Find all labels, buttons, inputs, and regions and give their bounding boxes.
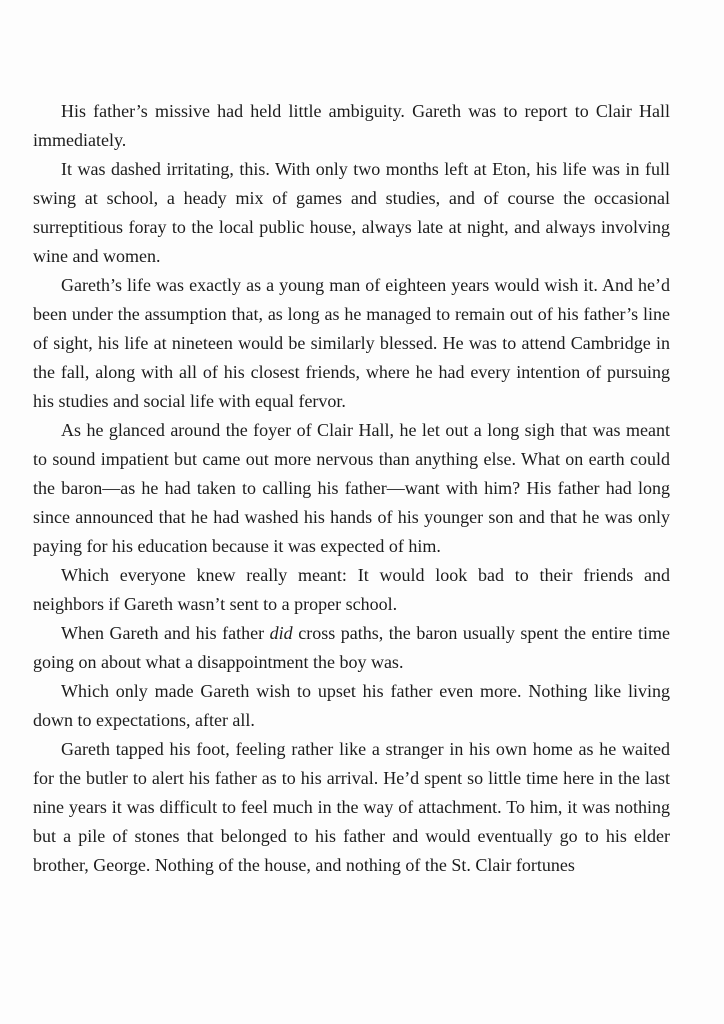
paragraph: [33, 619, 670, 677]
paragraph: [33, 561, 670, 619]
text-segment: As he glanced around the foyer of Clair Hall, he let out a long sigh that was meant to sound impatient but came out more nervous than anything else. What on earth could the baron—as he had taken to calling his father—want with him? His father had long since announced that he had washed his hands of his younger son and that he was only paying for his education because it was expected of him.: [33, 420, 670, 556]
text-segment: Gareth’s life was exactly as a young man of eighteen years would wish it. And he’d been under the assumption that, as long as he managed to remain out of his father’s line of sight, his life at nineteen would be similarly blessed. He was to attend Cambridge in the fall, along with all of his closest friends, where he had every intention of pursuing his studies and social life with equal fervor.: [33, 275, 670, 411]
text-segment: His father’s missive had held little ambiguity. Gareth was to report to Clair Hall immediately.: [33, 101, 670, 150]
paragraph: [33, 155, 670, 271]
paragraph: [33, 97, 670, 155]
text-segment: Which only made Gareth wish to upset his father even more. Nothing like living down to expectations, after all.: [33, 681, 670, 730]
text-segment: cross paths, the baron usually spent the entire time going on about what a disappointment the boy was.: [33, 623, 670, 672]
text-segment: It was dashed irritating, this. With only two months left at Eton, his life was in full swing at school, a heady mix of games and studies, and of course the occasional surreptitious foray to the local public house, always late at night, and always involving wine and women.: [33, 159, 670, 266]
text-segment: When Gareth and his father: [61, 623, 270, 643]
text-segment: Which everyone knew really meant: It would look bad to their friends and neighbors if Gareth wasn’t sent to a proper school.: [33, 565, 670, 614]
paragraph: [33, 677, 670, 735]
page-text: [33, 97, 670, 880]
paragraph: [33, 735, 670, 880]
paragraph: [33, 416, 670, 561]
text-segment: Gareth tapped his foot, feeling rather like a stranger in his own home as he waited for the butler to alert his father as to his arrival. He’d spent so little time here in the last nine years it was difficult to feel much in the way of attachment. To him, it was nothing but a pile of stones that belonged to his father and would eventually go to his elder brother, George. Nothing of the house, and nothing of the St. Clair fortunes: [33, 739, 670, 875]
emphasized-text: did: [269, 623, 293, 643]
paragraph: [33, 271, 670, 416]
